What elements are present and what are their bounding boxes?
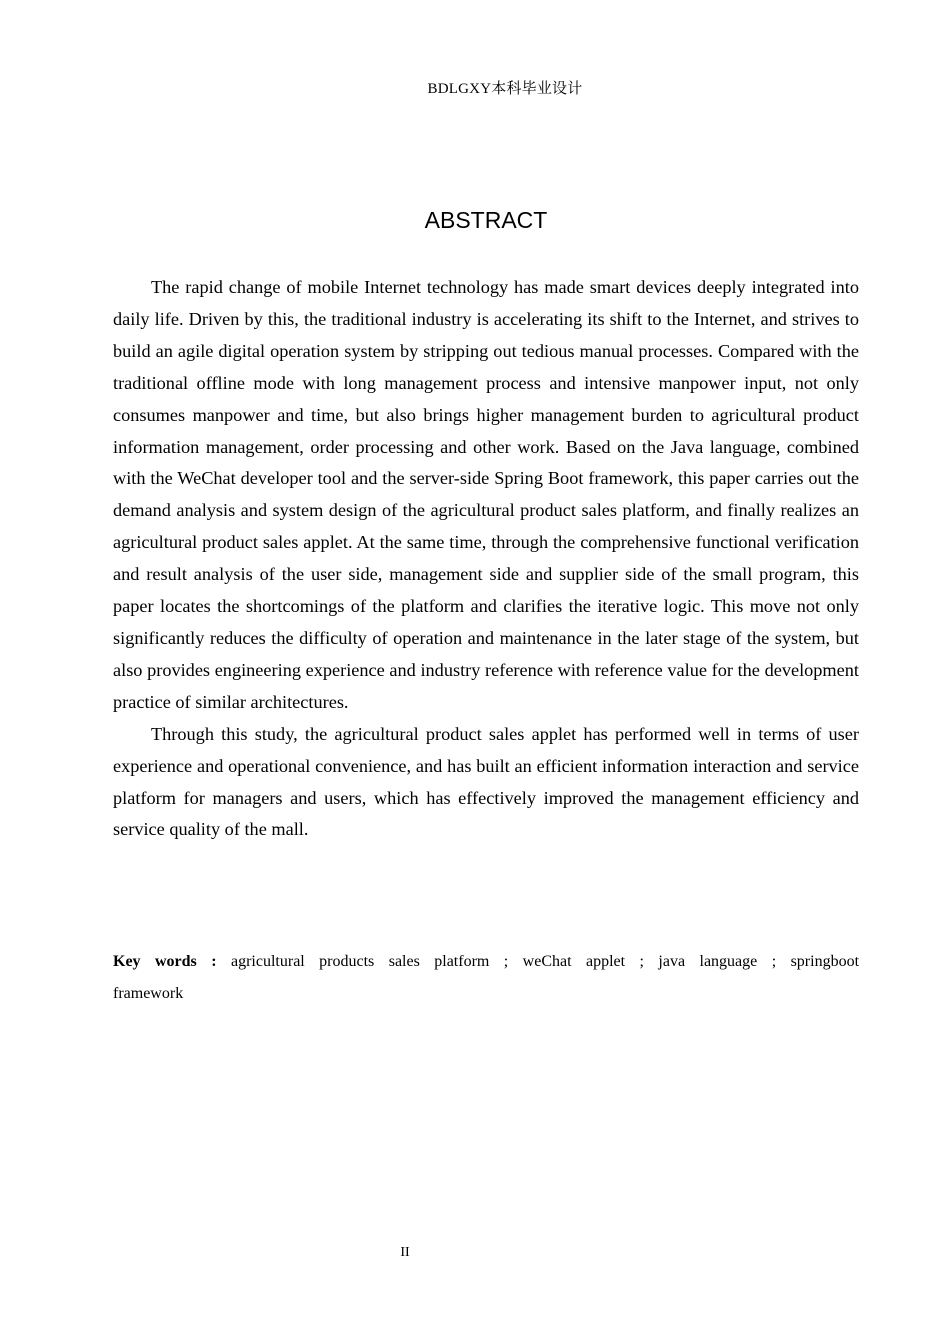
abstract-paragraph-2: Through this study, the agricultural product sales applet has performed well in terms of user experience and operational convenience, and has built an efficient information interaction and service platform for managers and users, which has effectively improved the management efficiency and service quality of the mall.: [113, 723, 859, 840]
abstract-paragraph-1: The rapid change of mobile Internet technology has made smart devices deeply integrated into daily life. Driven by this, the traditional industry is accelerating its shift to the Internet, and strives to build an agile digital operation system by stripping out tedious manual processes. Compared with the traditional offline mode with long management process and intensive manpower input, not only consumes manpower and time, but also brings higher management burden to agricultural product information management, order processing and other work. Based on the Java language, combined with the WeChat developer tool and the server-side Spring Boot framework, this paper carries out the demand analysis and system design of the agricultural product sales platform, and finally realizes an agricultural product sales applet. At the same time, through the comprehensive functional verification and result analysis of the user side, management side and supplier side of the small program, this paper locates the shortcomings of the platform and clarifies the iterative logic. This move not only significantly reduces the difficulty of operation and maintenance in the later stage of the system, but also provides engineering experience and industry reference with reference value for the development practice of similar architectures.: [113, 277, 859, 712]
abstract-title: ABSTRACT: [424, 207, 548, 233]
page-number: II: [400, 1245, 410, 1260]
keywords-section: [113, 946, 859, 1010]
keywords-label: Key words :: [113, 953, 217, 970]
running-header: BDLGXY本科毕业设计: [427, 81, 583, 97]
abstract-body: [113, 272, 859, 846]
keywords-text: agricultural products sales platform ; weChat applet ; java language ; springboot framework: [113, 953, 860, 1002]
